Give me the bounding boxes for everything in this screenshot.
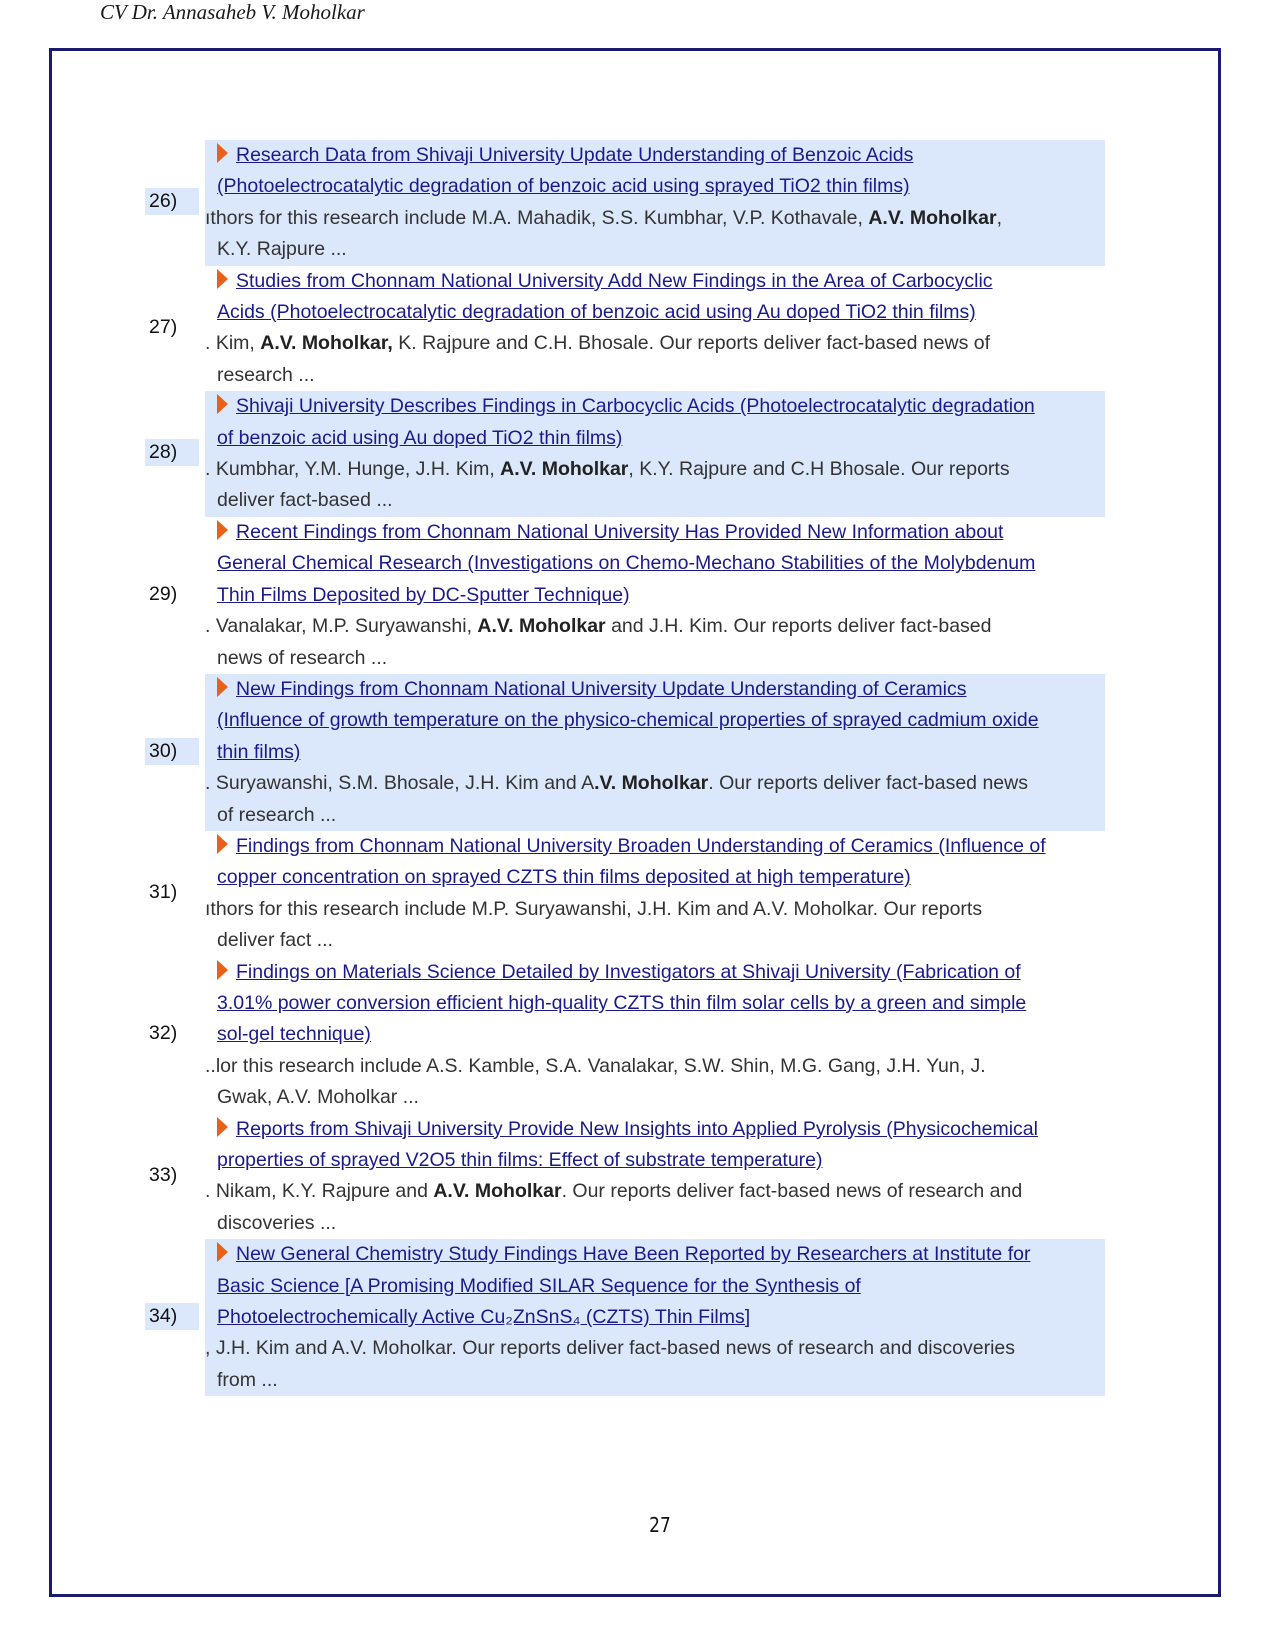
snippet-line — [205, 328, 1089, 359]
snippet-line — [217, 485, 1101, 516]
snippet-text: of research ... — [217, 803, 337, 826]
article-title-link[interactable]: New General Chemistry Study Findings Have Been Reported by Researchers at Institute for — [236, 1243, 1031, 1266]
article-title-link[interactable]: properties of sprayed V2O5 thin films: Effect of substrate temperature) — [217, 1149, 823, 1171]
snippet-line — [217, 1365, 1101, 1396]
snippet-text: , — [996, 206, 1002, 229]
snippet-line — [205, 768, 1089, 799]
snippet-line — [205, 1176, 1089, 1207]
orange-arrow-icon — [217, 394, 228, 414]
author-highlight: A.V. Moholkar — [868, 206, 997, 229]
title-line — [217, 517, 1101, 548]
author-highlight: A.V. Moholkar — [477, 615, 606, 638]
entry-number: 30) — [145, 738, 199, 765]
entry-number: 28) — [145, 439, 199, 466]
title-line — [217, 1019, 1101, 1050]
title-line — [217, 957, 1101, 988]
news-entry — [149, 957, 1105, 1114]
snippet-text: . Our reports deliver fact-based news — [708, 772, 1028, 795]
title-line — [217, 140, 1101, 171]
entry-number: 26) — [145, 188, 199, 215]
orange-arrow-icon — [217, 1242, 228, 1262]
article-title-link[interactable]: thin films) — [217, 740, 301, 763]
author-highlight: A.V. Moholkar — [500, 458, 629, 481]
orange-arrow-icon — [217, 520, 228, 540]
article-title-link[interactable]: Findings from Chonnam National University Broaden Understanding of Ceramics (Influence of — [236, 834, 1046, 857]
title-line — [217, 1239, 1101, 1270]
snippet-text: discoveries ... — [217, 1211, 337, 1234]
snippet-text: , K.Y. Rajpure and C.H Bhosale. Our reports — [628, 458, 1010, 481]
article-title-link[interactable]: Studies from Chonnam National University Add New Findings in the Area of Carbocyclic — [236, 269, 993, 292]
snippet-line — [205, 611, 1089, 642]
snippet-text: . Nikam, K.Y. Rajpure and — [205, 1180, 434, 1203]
news-entry-list — [0, 140, 1275, 1396]
news-entry — [149, 831, 1105, 957]
title-line — [217, 1114, 1101, 1145]
entry-number: 29) — [149, 582, 178, 605]
title-line — [217, 171, 1101, 202]
news-entry — [149, 266, 1105, 392]
entry-number: 27) — [149, 315, 178, 338]
title-line — [217, 1145, 1101, 1176]
title-line — [217, 391, 1101, 422]
title-line — [217, 862, 1101, 893]
snippet-text: deliver fact ... — [217, 929, 333, 952]
snippet-text: ..lor this research include A.S. Kamble, S.A. Vanalakar, S.W. Shin, M.G. Gang, J.H. Yun, J. — [205, 1054, 986, 1077]
article-title-link[interactable]: copper concentration on sprayed CZTS thin films deposited at high temperature) — [217, 866, 911, 889]
article-title-link[interactable]: Basic Science [A Promising Modified SILAR Sequence for the Synthesis of — [217, 1274, 861, 1297]
article-title-link[interactable]: General Chemical Research (Investigations on Chemo-Mechano Stabilities of the Molybdenum — [217, 552, 1036, 575]
snippet-line — [205, 1051, 1089, 1082]
author-highlight: A.V. Moholkar — [433, 1180, 562, 1203]
snippet-line — [205, 894, 1089, 925]
snippet-text: deliver fact-based ... — [217, 489, 393, 512]
article-title-link[interactable]: Shivaji University Describes Findings in Carbocyclic Acids (Photoelectrocatalytic degradation — [236, 395, 1035, 418]
news-entry — [149, 1114, 1105, 1240]
entry-number: 34) — [145, 1303, 199, 1330]
article-title-link[interactable]: Photoelectrochemically Active Cu₂ZnSnS₄ (CZTS) Thin Films] — [217, 1306, 751, 1329]
snippet-text: and J.H. Kim. Our reports deliver fact-based — [605, 615, 992, 638]
document-header-title: CV Dr. Annasaheb V. Moholkar — [100, 0, 365, 24]
snippet-line — [217, 1082, 1101, 1113]
orange-arrow-icon — [217, 960, 228, 980]
news-entry — [149, 391, 1105, 517]
orange-arrow-icon — [217, 269, 228, 289]
title-line — [217, 297, 1101, 328]
article-title-link[interactable]: Thin Films Deposited by DC-Sputter Technique) — [217, 583, 630, 606]
article-title-link[interactable]: (Influence of growth temperature on the physico-chemical properties of sprayed cadmium oxide — [217, 709, 1039, 732]
snippet-text: . Our reports deliver fact-based news of research and — [561, 1180, 1023, 1203]
snippet-text: . Suryawanshi, S.M. Bhosale, J.H. Kim and A — [205, 772, 595, 795]
article-title-link[interactable]: 3.01% power conversion efficient high-quality CZTS thin film solar cells by a green and simple — [217, 991, 1027, 1014]
title-line — [217, 988, 1101, 1019]
title-line — [217, 1271, 1101, 1302]
title-line — [217, 423, 1101, 454]
snippet-line — [217, 1208, 1101, 1239]
snippet-line — [205, 203, 1089, 234]
snippet-text: , J.H. Kim and A.V. Moholkar. Our reports deliver fact-based news of research and discoveries — [205, 1337, 1015, 1360]
article-title-link[interactable]: sol-gel technique) — [217, 1023, 371, 1046]
snippet-text: ıthors for this research include M.A. Mahadik, S.S. Kumbhar, V.P. Kothavale, — [205, 206, 869, 229]
title-line — [217, 737, 1101, 768]
title-line — [217, 705, 1101, 736]
orange-arrow-icon — [217, 677, 228, 697]
entry-number: 33) — [149, 1163, 178, 1186]
news-entry — [149, 1239, 1105, 1396]
snippet-text: . Kumbhar, Y.M. Hunge, J.H. Kim, — [205, 458, 501, 481]
snippet-text: research ... — [217, 363, 315, 386]
snippet-line — [217, 234, 1101, 265]
title-line — [217, 1302, 1101, 1333]
entry-number: 31) — [149, 881, 178, 904]
snippet-text: Gwak, A.V. Moholkar ... — [217, 1086, 419, 1109]
snippet-text: news of research ... — [217, 646, 388, 669]
snippet-text: K.Y. Rajpure ... — [217, 238, 347, 261]
orange-arrow-icon — [217, 1117, 228, 1137]
snippet-line — [205, 454, 1089, 485]
page-number: 27 — [649, 1513, 671, 1537]
snippet-text: . Vanalakar, M.P. Suryawanshi, — [205, 615, 478, 638]
article-title-link[interactable]: New Findings from Chonnam National University Update Understanding of Ceramics — [236, 677, 967, 700]
article-title-link[interactable]: Reports from Shivaji University Provide New Insights into Applied Pyrolysis (Physicochemical — [236, 1117, 1038, 1140]
snippet-text: from ... — [217, 1368, 278, 1391]
article-title-link[interactable]: Research Data from Shivaji University Update Understanding of Benzoic Acids — [236, 144, 914, 166]
snippet-line — [217, 643, 1101, 674]
snippet-text: . Kim, — [205, 332, 261, 355]
article-title-link[interactable]: (Photoelectrocatalytic degradation of benzoic acid using sprayed TiO2 thin films) — [217, 175, 910, 198]
article-title-link[interactable]: Acids (Photoelectrocatalytic degradation of benzoic acid using Au doped TiO2 thin films) — [217, 301, 976, 324]
title-line — [217, 266, 1101, 297]
title-line — [217, 674, 1101, 705]
snippet-line — [217, 360, 1101, 391]
snippet-text: K. Rajpure and C.H. Bhosale. Our reports deliver fact-based news of — [392, 332, 991, 355]
title-line — [217, 580, 1101, 611]
author-highlight: A.V. Moholkar, — [260, 332, 393, 355]
title-line — [217, 548, 1101, 579]
orange-arrow-icon — [217, 143, 228, 163]
news-entry — [149, 517, 1105, 674]
entry-number: 32) — [149, 1022, 178, 1045]
snippet-line — [205, 1333, 1089, 1364]
orange-arrow-icon — [217, 834, 228, 854]
title-line — [217, 831, 1101, 862]
snippet-line — [217, 800, 1101, 831]
snippet-text: ıthors for this research include M.P. Suryawanshi, J.H. Kim and A.V. Moholkar. Our reports — [205, 897, 983, 920]
article-title-link[interactable]: Findings on Materials Science Detailed by Investigators at Shivaji University (Fabrication of — [236, 960, 1021, 983]
author-highlight: .V. Moholkar — [594, 772, 709, 795]
news-entry — [149, 674, 1105, 831]
article-title-link[interactable]: of benzoic acid using Au doped TiO2 thin films) — [217, 426, 623, 449]
snippet-line — [217, 925, 1101, 956]
news-entry — [149, 140, 1105, 266]
article-title-link[interactable]: Recent Findings from Chonnam National University Has Provided New Information about — [236, 520, 1004, 543]
